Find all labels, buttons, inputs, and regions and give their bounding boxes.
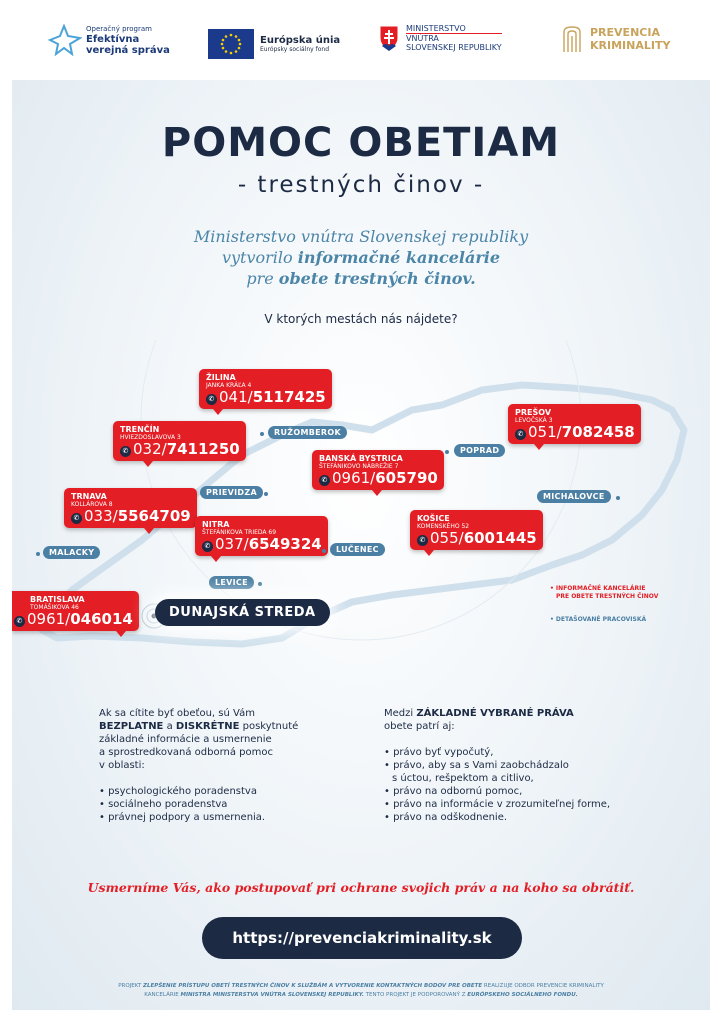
- footer-b: ZLEPŠENIE PRÍSTUPU OBETÍ TRESTNÝCH ČINOV K SLUŽBÁM A VYTVORENIE KONTAKTNÝCH BODOV PRE OBETE: [143, 983, 483, 989]
- legend-sites: • DETAŠOVANÉ PRACOVISKÁ: [550, 616, 647, 623]
- ministry-line3: SLOVENSKEJ REPUBLIKY: [406, 43, 502, 52]
- callout-tail: [211, 556, 221, 562]
- office-phone[interactable]: [417, 530, 537, 547]
- site-michalovce[interactable]: MICHALOVCE: [537, 490, 611, 503]
- callout-tail: [372, 490, 382, 496]
- left-list: [99, 785, 339, 824]
- prevencia-line2: KRIMINALITY: [590, 39, 671, 52]
- office-zilina[interactable]: [199, 369, 332, 409]
- office-presov[interactable]: [508, 404, 641, 444]
- list-item: • sociálneho poradenstva: [99, 798, 339, 811]
- office-address: KOMENSKÉHO 52: [417, 523, 470, 530]
- callout-tail: [144, 528, 154, 534]
- left-p1b: poskytnuté: [239, 721, 299, 732]
- poster-subtitle: - trestných činov -: [237, 172, 485, 198]
- phone-number: 7082458: [561, 423, 635, 441]
- phone-number: 6549324: [248, 535, 322, 553]
- footer-g: EURÓPSKEHO SOCIÁLNEHO FONDU.: [467, 992, 578, 998]
- left-bold2: DISKRÉTNE: [175, 721, 240, 732]
- footer-e: MINISTRA MINISTERSTVA VNÚTRA SLOVENSKEJ REPUBLIKY.: [180, 992, 364, 998]
- office-phone[interactable]: [120, 441, 240, 458]
- oppvs-star-icon: [46, 24, 82, 56]
- phone-prefix: 041/: [219, 388, 253, 406]
- list-item: • právo na odškodnenie.: [384, 811, 674, 824]
- list-item: • právo na odbornú pomoc,: [384, 785, 674, 798]
- office-city: BRATISLAVA: [30, 595, 85, 604]
- phone-icon: ✆: [319, 475, 330, 486]
- slovak-coat-of-arms-icon: [378, 24, 400, 52]
- list-item: • právo na informácie v zrozumiteľnej forme,: [384, 798, 674, 811]
- list-item-text: s úctou, rešpektom a citlivo,: [392, 773, 534, 784]
- eu-line2: Európsky sociálny fond: [260, 46, 330, 53]
- phone-prefix: 032/: [133, 440, 167, 458]
- callout-tail: [116, 631, 126, 637]
- intro-text: [12, 226, 710, 289]
- phone-icon: ✆: [417, 535, 428, 546]
- phone-prefix: 0961/: [27, 610, 71, 628]
- site-dot: [258, 582, 262, 586]
- footer-text: [32, 982, 690, 1000]
- office-address: KOLLÁROVA 8: [71, 501, 113, 508]
- office-city: ŽILINA: [206, 373, 236, 382]
- ministry-line1: MINISTERSTVO: [406, 24, 502, 34]
- site-prievidza[interactable]: PRIEVIDZA: [200, 486, 263, 499]
- ministry-line2: VNÚTRA: [406, 34, 439, 43]
- phone-prefix: 051/: [528, 423, 562, 441]
- office-city: BANSKÁ BYSTRICA: [319, 454, 403, 463]
- phone-prefix: 033/: [84, 507, 118, 525]
- right-info-column: [384, 707, 674, 824]
- eu-logo: [208, 29, 340, 59]
- left-p4: v oblasti:: [99, 760, 145, 771]
- intro-line3a: pre: [246, 269, 279, 288]
- phone-number: 6001445: [463, 529, 537, 547]
- phone-icon: ✆: [206, 394, 217, 405]
- site-dunajska-streda[interactable]: DUNAJSKÁ STREDA: [155, 599, 330, 626]
- office-address: ŠTEFÁNIKOVA TRIEDA 69: [202, 529, 277, 536]
- call-to-action: Usmerníme Vás, ako postupovať pri ochrane svojich práv a na koho sa obrátiť.: [87, 880, 635, 895]
- office-city: PREŠOV: [515, 408, 552, 417]
- right-bold: ZÁKLADNÉ VYBRANÉ PRÁVA: [416, 708, 574, 719]
- site-lucenec[interactable]: LUČENEC: [330, 543, 385, 556]
- intro-line3b: obete trestných činov.: [278, 269, 476, 288]
- office-city: TRENČÍN: [120, 425, 160, 434]
- fingerprint-icon: [560, 24, 584, 54]
- phone-number: 5564709: [117, 507, 191, 525]
- left-p3: a sprostredkovaná odborná pomoc: [99, 747, 273, 758]
- footer-f: TENTO PROJEKT JE PODPOROVANÝ Z: [363, 992, 468, 998]
- phone-number: 5117425: [252, 388, 326, 406]
- right-p2: obete patrí aj:: [384, 721, 455, 732]
- list-item: • právo byť vypočutý,: [384, 746, 674, 759]
- website-link[interactable]: https://prevenciakriminality.sk: [202, 917, 522, 959]
- list-item: • právnej podpory a usmernenia.: [99, 811, 339, 824]
- office-phone[interactable]: [14, 611, 133, 628]
- footer-d: KANCELÁRIE: [144, 992, 181, 998]
- phone-prefix: 055/: [430, 529, 464, 547]
- eu-line1: Európska únia: [260, 35, 341, 46]
- phone-number: 7411250: [166, 440, 240, 458]
- left-info-column: [99, 707, 339, 824]
- office-address: LEVOČSKÁ 3: [515, 417, 553, 424]
- office-phone[interactable]: [71, 508, 191, 525]
- list-item: • právo, aby sa s Vami zaobchádzalo: [384, 759, 674, 772]
- poster: [12, 80, 710, 1010]
- site-dot: [36, 552, 40, 556]
- intro-line1: Ministerstvo vnútra Slovenskej republiky: [193, 227, 529, 246]
- eu-flag-icon: [208, 29, 254, 59]
- phone-icon: ✆: [515, 429, 526, 440]
- site-dot: [616, 496, 620, 500]
- left-mid: a: [163, 721, 176, 732]
- oppvs-line1: Operačný program: [86, 24, 152, 33]
- office-city: TRNAVA: [71, 492, 107, 501]
- right-list: [384, 746, 674, 824]
- site-dot: [322, 549, 326, 553]
- callout-tail: [213, 409, 223, 415]
- office-address: TOMÁŠIKOVA 46: [30, 604, 79, 611]
- office-phone[interactable]: [206, 389, 326, 406]
- site-dot: [445, 450, 449, 454]
- site-ruzomberok[interactable]: RUŽOMBEROK: [268, 426, 347, 439]
- phone-prefix: 0961/: [332, 469, 376, 487]
- left-bold1: BEZPLATNE: [99, 721, 164, 732]
- logo-bar: [0, 0, 722, 80]
- oppvs-line2: Efektívna: [86, 33, 140, 45]
- site-poprad[interactable]: POPRAD: [454, 444, 505, 457]
- phone-number: 605790: [375, 469, 438, 487]
- left-p2: základné informácie a usmernenie: [99, 734, 272, 745]
- office-nitra[interactable]: [195, 516, 328, 556]
- oppvs-line3: verejná správa: [86, 44, 170, 56]
- prevencia-logo: [560, 24, 670, 54]
- office-trencin[interactable]: [113, 421, 246, 461]
- office-phone[interactable]: [319, 470, 438, 487]
- legend-offices-line1: • INFORMAČNÉ KANCELÁRIE: [550, 585, 646, 592]
- site-dot: [264, 492, 268, 496]
- office-phone[interactable]: [202, 536, 322, 553]
- site-levice[interactable]: LEVICE: [209, 576, 254, 589]
- footer-c: REALIZUJE ODBOR PREVENCIE KRIMINALITY: [482, 983, 604, 989]
- callout-tail: [424, 550, 434, 556]
- callout-tail: [143, 461, 153, 467]
- list-item: • psychologického poradenstva: [99, 785, 339, 798]
- phone-icon: ✆: [120, 446, 131, 457]
- office-kosice[interactable]: [410, 510, 543, 550]
- office-phone[interactable]: [515, 424, 635, 441]
- legend-offices-line2: PRE OBETE TRESTNÝCH ČINOV: [556, 593, 659, 600]
- intro-line2b: informačné kancelárie: [297, 248, 501, 267]
- office-address: JANKA KRÁĽA 4: [206, 382, 252, 389]
- office-city: KOŠICE: [417, 514, 450, 523]
- question-text: V ktorých mestách nás nájdete?: [264, 312, 458, 326]
- phone-icon: ✆: [14, 616, 25, 627]
- site-dot: [260, 432, 264, 436]
- right-p1a: Medzi: [384, 708, 417, 719]
- intro-line2a: vytvorilo: [221, 248, 298, 267]
- legend-offices: [550, 585, 658, 601]
- left-p1a: Ak sa cítite byť obeťou, sú Vám: [99, 708, 255, 719]
- office-bratislava[interactable]: [12, 591, 139, 631]
- office-banska-bystrica[interactable]: [312, 450, 444, 490]
- phone-number: 046014: [70, 610, 133, 628]
- list-item-continuation: [384, 772, 674, 785]
- phone-icon: ✆: [71, 513, 82, 524]
- prevencia-line1: PREVENCIA: [590, 26, 660, 39]
- site-malacky[interactable]: MALACKY: [43, 546, 100, 559]
- office-city: NITRA: [202, 520, 230, 529]
- oppvs-logo: [46, 24, 170, 56]
- poster-title: POMOC OBETIAM: [161, 120, 561, 166]
- callout-tail: [534, 444, 544, 450]
- phone-icon: ✆: [202, 541, 213, 552]
- phone-prefix: 037/: [215, 535, 249, 553]
- office-trnava[interactable]: [64, 488, 197, 528]
- office-address: HVIEZDOSLAVOVA 3: [120, 434, 181, 441]
- footer-a: PROJEKT: [118, 983, 144, 989]
- ministry-logo: [378, 24, 502, 52]
- office-address: ŠTEFÁNIKOVO NÁBREŽIE 7: [319, 463, 399, 470]
